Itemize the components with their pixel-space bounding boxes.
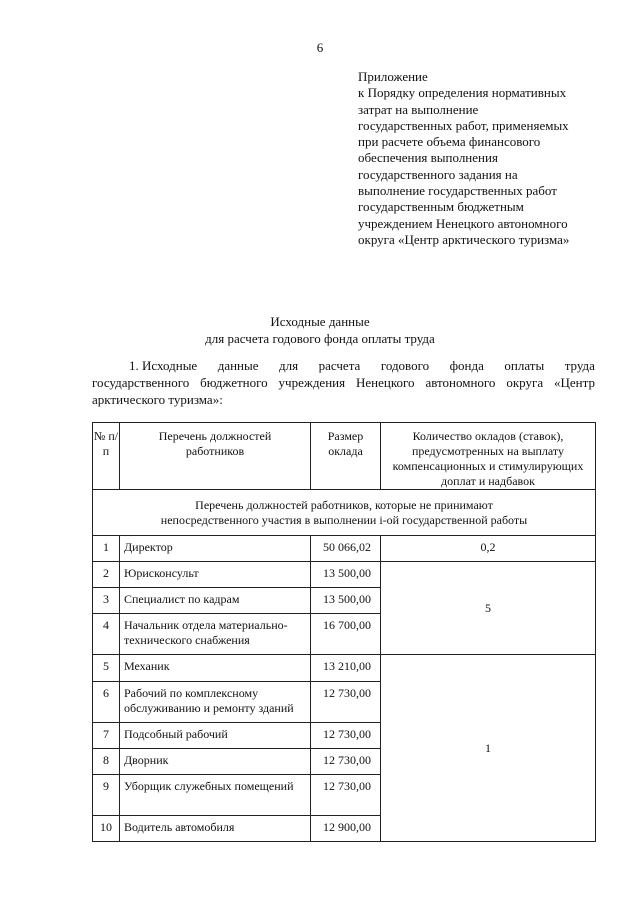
header-num: № п/п [93,423,120,490]
appendix-line: округа «Центр арктического туризма» [358,231,570,247]
appendix-line: обеспечения выполнения [358,150,498,166]
header-salary: Размер оклада [311,423,381,490]
row-salary: 12 900,00 [311,816,381,842]
intro-word: государственного [92,375,190,390]
row-position: Уборщик служебных помещений [120,775,311,816]
intro-word: фонда [449,358,484,373]
intro-word: оплаты [504,358,545,373]
intro-line-3: арктического туризма»: [92,392,223,407]
intro-word: округа [506,375,544,390]
intro-word: учреждения [278,375,346,390]
row-num: 8 [93,749,120,775]
row-position: Дворник [120,749,311,775]
payroll-data-table [92,422,596,842]
page-number: 6 [316,40,324,55]
row-salary: 16 700,00 [311,614,381,655]
intro-word: труда [564,358,595,373]
row-position: Начальник отдела материально-технического снабжения [120,614,311,655]
row-salary: 12 730,00 [311,775,381,816]
appendix-line: учреждением Ненецкого автономного [358,215,568,231]
section-title: Перечень должностей работников, которые не принимают непосредственного участия в выполнении i-ой государственной работы [93,490,596,536]
intro-word: бюджетного [200,375,268,390]
intro-line-2 [92,374,595,391]
row-position: Водитель автомобиля [120,816,311,842]
row-num: 5 [93,655,120,682]
row-position: Рабочий по комплексному обслуживанию и ремонту зданий [120,682,311,723]
appendix-line: государственным бюджетным [358,199,524,215]
row-num: 10 [93,816,120,842]
header-quantity: Количество окладов (ставок), предусмотренных на выплату компенсационных и стимулирующих доплат и надбавок [381,423,596,490]
intro-paragraph [92,357,595,408]
row-num: 7 [93,723,120,749]
appendix-note [358,69,608,248]
row-position: Директор [120,536,311,562]
row-salary: 12 730,00 [311,682,381,723]
intro-word: данные [217,358,259,373]
row-salary: 13 500,00 [311,588,381,614]
row-quantity-merged: 5 [381,562,596,655]
intro-word: 1. Исходные [129,358,198,373]
intro-word: автономного [425,375,496,390]
appendix-line: к Порядку определения нормативных [358,85,567,101]
intro-word: «Центр [554,375,595,390]
row-position: Специалист по кадрам [120,588,311,614]
row-num: 6 [93,682,120,723]
appendix-line: затрат на выполнение [358,101,479,117]
intro-word: для [279,358,299,373]
intro-word: годового [380,358,430,373]
heading-subtitle: для расчета годового фонда оплаты труда [205,331,435,346]
header-position: Перечень должностей работников [120,423,311,490]
row-position: Юрисконсульт [120,562,311,588]
row-num: 4 [93,614,120,655]
appendix-line: выполнение государственных работ [358,183,557,199]
row-num: 2 [93,562,120,588]
row-salary: 50 066,02 [311,536,381,562]
row-salary: 12 730,00 [311,723,381,749]
row-num: 3 [93,588,120,614]
table-row [93,536,596,562]
intro-word: Ненецкого [356,375,415,390]
row-salary: 13 210,00 [311,655,381,682]
appendix-line: государственных работ, применяемых [358,117,569,133]
row-num: 1 [93,536,120,562]
table-header-row [93,423,596,490]
table-row [93,655,596,682]
row-num: 9 [93,775,120,816]
row-position: Подсобный рабочий [120,723,311,749]
row-salary: 12 730,00 [311,749,381,775]
row-position: Механик [120,655,311,682]
section-row [93,490,596,536]
row-quantity-merged: 1 [381,655,596,842]
heading-title: Исходные данные [270,314,370,329]
table-row [93,562,596,588]
row-quantity: 0,2 [381,536,596,562]
intro-line-1 [92,357,595,374]
document-heading [0,313,640,347]
appendix-line: государственного задания на [358,166,518,182]
appendix-line: при расчете объема финансового [358,134,541,150]
row-salary: 13 500,00 [311,562,381,588]
intro-word: расчета [318,358,361,373]
appendix-line: Приложение [358,69,428,84]
